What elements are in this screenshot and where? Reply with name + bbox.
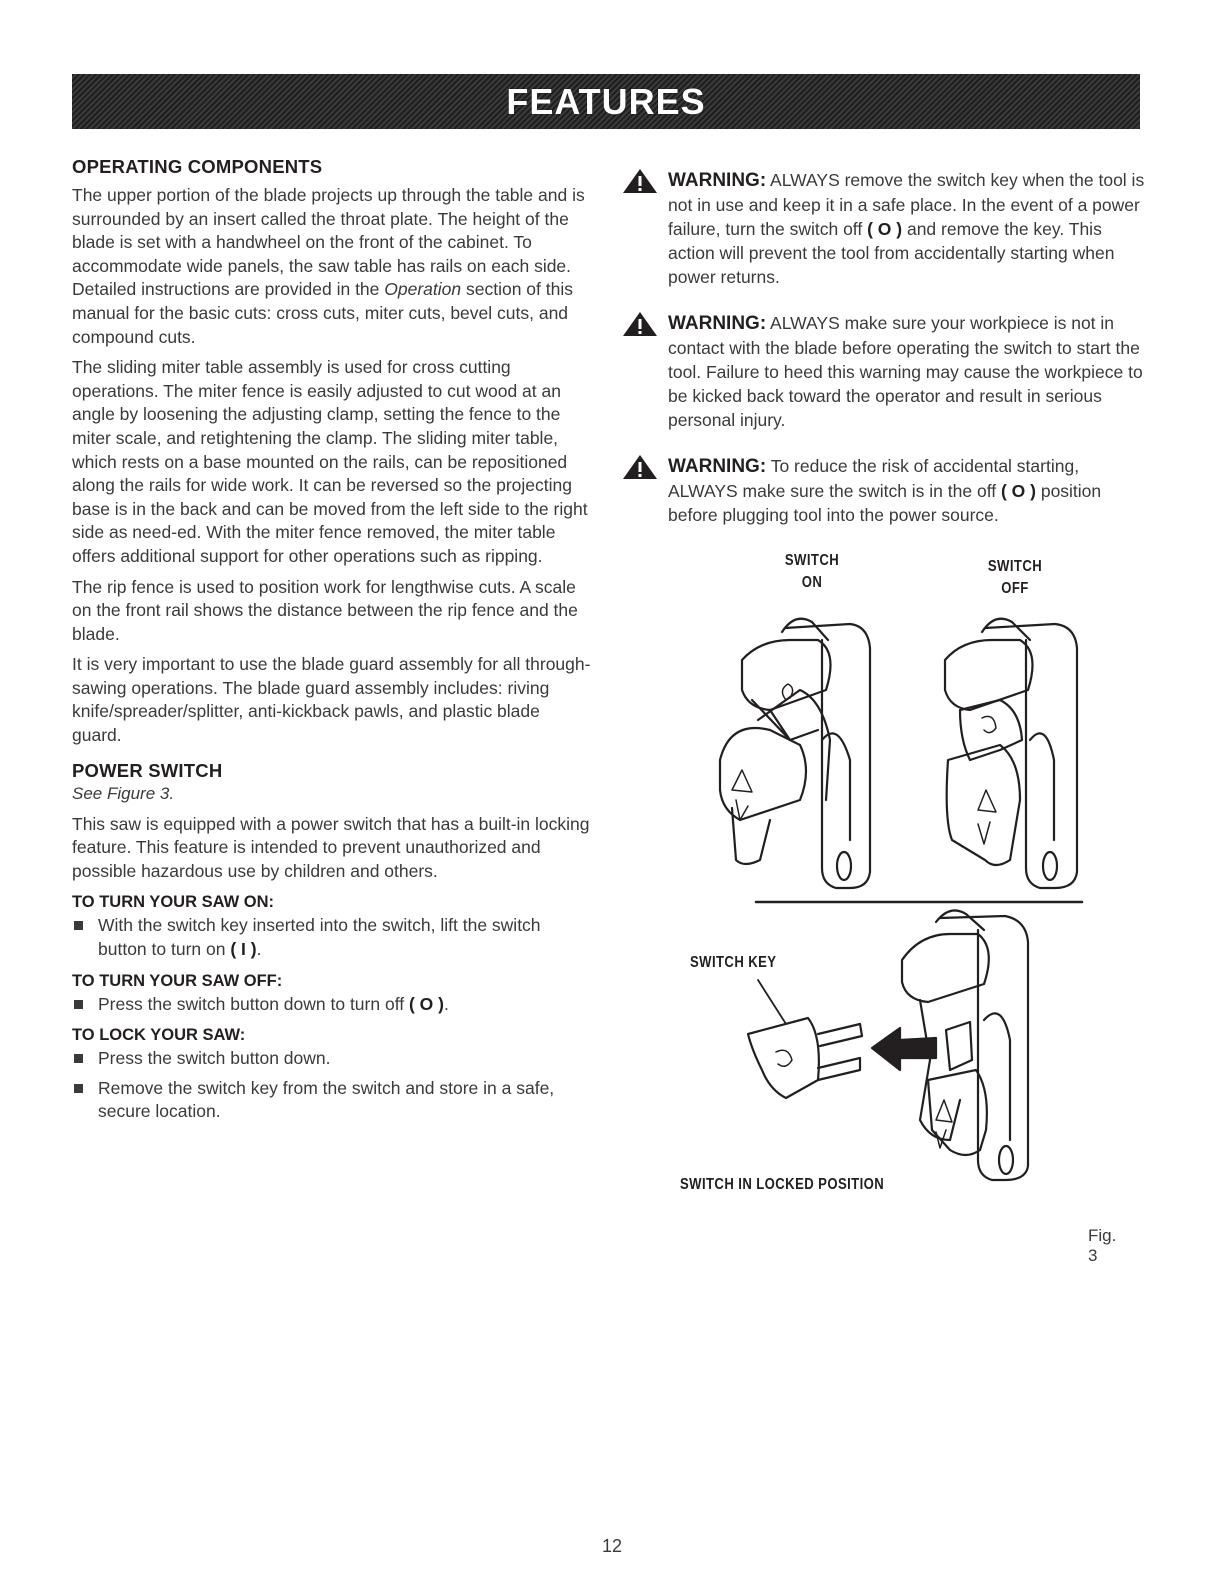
page-title: FEATURES: [506, 80, 706, 122]
power-switch-paragraph: This saw is equipped with a power switch that has a built-in locking feature. This feature is intended to prevent unauthorized and possible hazardous use by children and others.: [72, 813, 590, 881]
operating-paragraph-2: The sliding miter table assembly is used for cross cutting operations. The miter fence is easily adjusted to cut wood at an angle by loosening the adjusting clamp, setting the fence to the miter scale, and retightening the clamp. The sliding miter table, which rests on a base mounted on the rails, can be repositioned along the rails for wide work. It can be reversed so the projecting base is in the back and can be moved from the left side to the right side as need-ed. With the miter fence removed, the miter table offers additional support for other operations such as ripping.: [72, 357, 588, 566]
operating-paragraph-3: The rip fence is used to position work for lengthwise cuts. A scale on the front rail shows the distance between the rip fence and the blade.: [72, 576, 578, 644]
switch-on-drawing: [720, 619, 870, 888]
switch-off-drawing: [945, 619, 1077, 888]
locked-position-label: SWITCH IN LOCKED POSITION: [680, 1176, 885, 1193]
switch-locked-drawing: [748, 910, 1028, 1180]
turn-off-heading: TO TURN YOUR SAW OFF:: [72, 971, 283, 990]
see-figure-note: See Figure 3.: [72, 783, 175, 803]
list-item: Press the switch button down.: [72, 1047, 592, 1071]
switch-on-label: SWITCH ON: [784, 552, 840, 591]
switch-off-label: SWITCH OFF: [987, 558, 1043, 597]
lock-heading: TO LOCK YOUR SAW:: [72, 1026, 246, 1045]
operating-paragraph-4: It is very important to use the blade guard assembly for all through-sawing operations. The blade guard assembly includes: riving knife/spreader/splitter, anti-kickback pawls, and plastic blade guard.: [72, 654, 591, 746]
list-item: Remove the switch key from the switch and store in a safe, secure location.: [72, 1077, 592, 1124]
figure-number: Fig. 3: [1088, 1226, 1117, 1265]
power-switch-heading: POWER SWITCH: [72, 759, 223, 781]
list-item: With the switch key inserted into the switch, lift the switch button to turn on ( I ).: [72, 914, 592, 961]
operating-paragraph-1: The upper portion of the blade projects up through the table and is surrounded by an insert called the throat plate. The height of the blade is set with a handwheel on the front of the cabinet. To accommodate wide panels, the saw table has rails on each side. Detailed instructions are provided in the Operation section of this manual for the basic cuts: cross cuts, miter cuts, bevel cuts, and compound cuts.: [72, 185, 585, 347]
warning-3: WARNING: To reduce the risk of accidental starting, ALWAYS make sure the switch is in the off ( O ) position before plugging tool into the power source.: [622, 454, 1152, 527]
turn-on-heading: TO TURN YOUR SAW ON:: [72, 893, 274, 912]
warning-1: WARNING: ALWAYS remove the switch key when the tool is not in use and keep it in a safe place. In the event of a power failure, turn the switch off ( O ) and remove the key. This action will prevent the tool from accidentally starting when power returns.: [622, 168, 1152, 289]
page-number: 12: [601, 1536, 623, 1556]
warning-2: WARNING: ALWAYS make sure your workpiece is not in contact with the blade before operating the switch to start the tool. Failure to heed this warning may cause the workpiece to be kicked back toward the operator and result in serious personal injury.: [622, 311, 1152, 432]
operating-components-heading: OPERATING COMPONENTS: [72, 156, 323, 177]
list-item: Press the switch button down to turn off ( O ).: [72, 993, 592, 1017]
switch-key-label: SWITCH KEY: [690, 954, 777, 971]
